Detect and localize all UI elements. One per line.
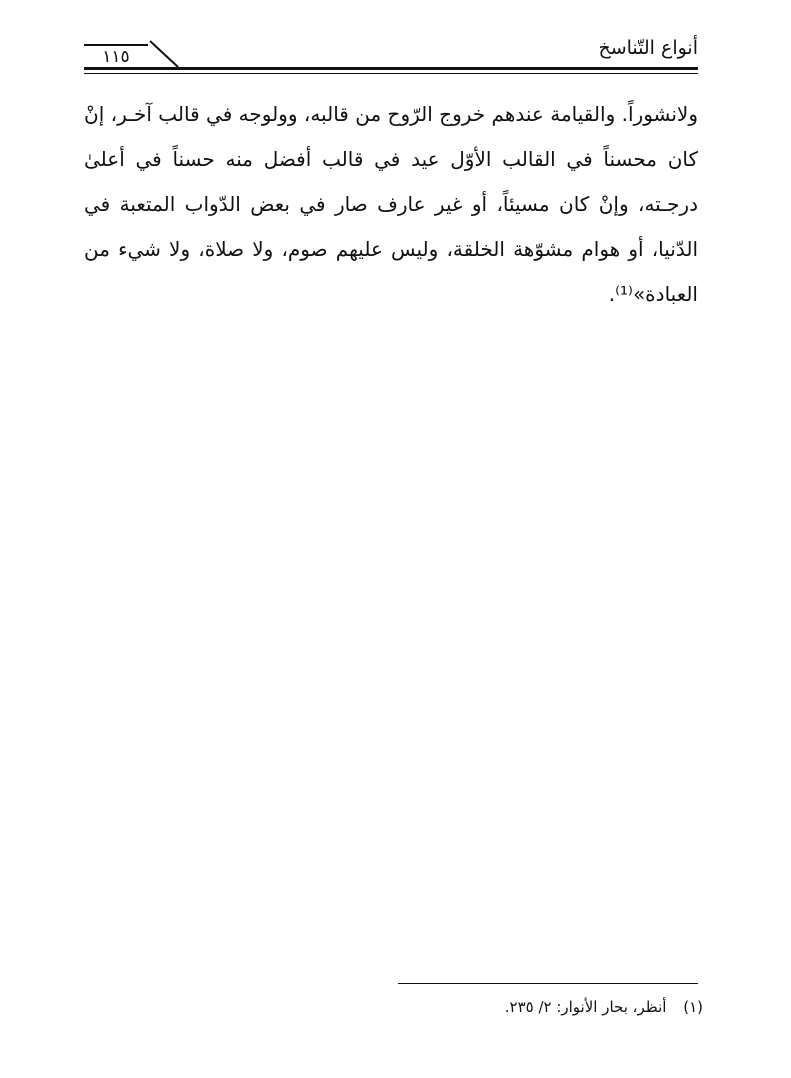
page-header <box>84 36 698 76</box>
header-rule-thick <box>84 67 698 70</box>
running-title: أنواع التّناسخ <box>598 37 698 59</box>
body-text <box>84 92 698 317</box>
header-rule-thin <box>84 73 698 74</box>
header-slant-ornament <box>142 40 182 68</box>
footnote <box>505 996 703 1018</box>
footnote-text: أنظر، بحار الأنوار: ٢/ ٢٣٥. <box>504 998 667 1016</box>
body-paragraph: ولانشوراً. والقيامة عندهم خروج الرّوح من قالبه، وولوجه في قالب آخـر، إنْ كان محسناً في القالب الأوّل عيد في قالب أفضل منه حسناً في أعلىٰ درجـته، وإنْ كان مسيئاً، أو غير عارف صار في بعض الدّواب المتعبة في الدّنيا، أو هوام مشوّهة الخلقة، وليس عليهم صوم، ولا صلاة، ولا شيء من العبادة»⁽¹⁾. <box>84 102 698 306</box>
footnote-separator <box>398 983 698 984</box>
footnote-number: (١) <box>683 998 703 1016</box>
page-number: ١١٥ <box>84 44 148 68</box>
